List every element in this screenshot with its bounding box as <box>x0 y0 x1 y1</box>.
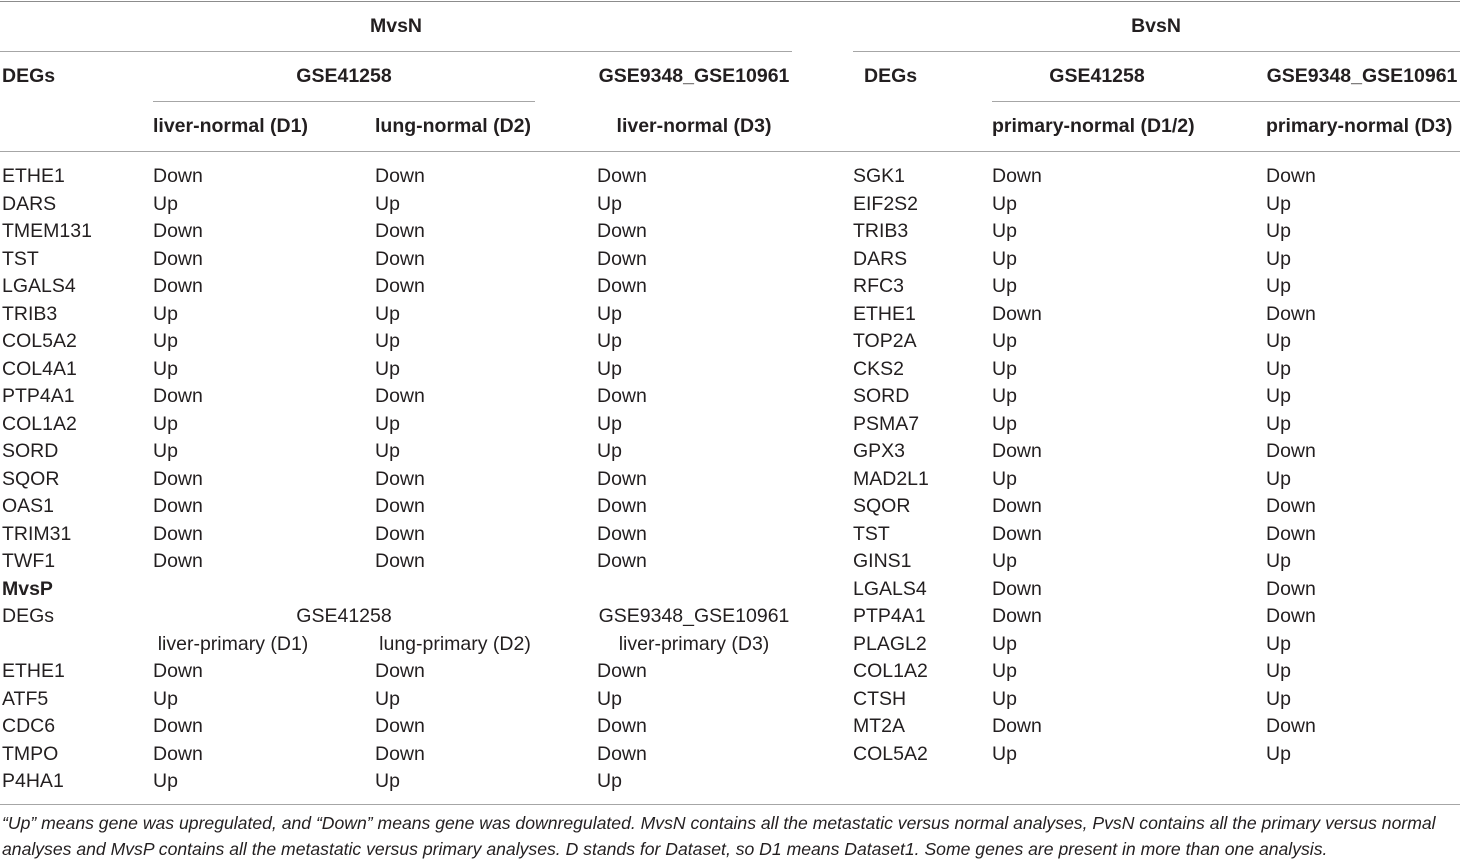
table-cell: Up <box>375 439 400 463</box>
table-cell: PTP4A1 <box>2 384 75 408</box>
table-cell: Up <box>992 384 1017 408</box>
table-cell: Up <box>597 192 622 216</box>
table-cell: Up <box>375 329 400 353</box>
table-cell: Down <box>1266 439 1316 463</box>
table-cell: Up <box>1266 467 1291 491</box>
table-cell: Up <box>153 412 178 436</box>
table-cell: Up <box>1266 632 1291 656</box>
mvsn-gse9348-header: GSE9348_GSE10961 <box>599 64 790 88</box>
bvsn-gse41258-header: GSE41258 <box>1049 64 1144 88</box>
table-cell: Up <box>1266 412 1291 436</box>
mvsp-subheader-d1: liver-primary (D1) <box>158 632 309 656</box>
table-cell: Down <box>375 164 425 188</box>
table-cell: Down <box>992 577 1042 601</box>
table-cell: Up <box>1266 219 1291 243</box>
table-cell: Down <box>375 247 425 271</box>
mvsn-group-rule <box>0 51 792 52</box>
table-cell: Up <box>992 329 1017 353</box>
table-cell: SORD <box>853 384 909 408</box>
table-cell: Up <box>992 274 1017 298</box>
table-cell: Up <box>1266 329 1291 353</box>
mvsp-gse41258-header: GSE41258 <box>296 604 391 628</box>
table-cell: Down <box>597 384 647 408</box>
table-cell: LGALS4 <box>853 577 927 601</box>
table-cell: Up <box>153 687 178 711</box>
table-cell: Up <box>992 192 1017 216</box>
header-bottom-rule <box>0 151 1460 152</box>
table-cell: Up <box>153 302 178 326</box>
table-cell: Up <box>597 302 622 326</box>
table-cell: Up <box>1266 192 1291 216</box>
table-cell: PLAGL2 <box>853 632 927 656</box>
table-cell: Down <box>153 549 203 573</box>
table-cell: Down <box>375 714 425 738</box>
table-cell: Down <box>375 659 425 683</box>
table-cell: Down <box>375 494 425 518</box>
table-cell: Up <box>375 769 400 793</box>
table-cell: Down <box>375 384 425 408</box>
table-cell: Up <box>992 687 1017 711</box>
table-cell: Up <box>1266 247 1291 271</box>
mvsp-degs-header: DEGs <box>2 604 54 628</box>
table-cell: TMEM131 <box>2 219 92 243</box>
table-cell: Down <box>992 604 1042 628</box>
table-cell: Up <box>375 412 400 436</box>
table-cell: Down <box>597 247 647 271</box>
table-cell: Down <box>992 714 1042 738</box>
table-cell: Up <box>597 329 622 353</box>
table-cell: Down <box>597 742 647 766</box>
table-cell: OAS1 <box>2 494 54 518</box>
table-cell: ETHE1 <box>2 659 65 683</box>
table-cell: Up <box>992 357 1017 381</box>
table-cell: Down <box>153 494 203 518</box>
table-cell: Down <box>153 714 203 738</box>
table-cell: Down <box>597 274 647 298</box>
mvsp-subheader-d2: lung-primary (D2) <box>379 632 531 656</box>
table-cell: Down <box>992 164 1042 188</box>
table-cell: Up <box>1266 384 1291 408</box>
mvsn-title: MvsN <box>370 14 422 38</box>
table-cell: Up <box>1266 357 1291 381</box>
table-cell: Down <box>1266 577 1316 601</box>
table-cell: EIF2S2 <box>853 192 918 216</box>
table-cell: Down <box>153 384 203 408</box>
table-cell: ETHE1 <box>2 164 65 188</box>
table-cell: Up <box>1266 659 1291 683</box>
table-cell: Down <box>597 714 647 738</box>
bvsn-subheader-d12: primary-normal (D1/2) <box>992 114 1195 138</box>
table-cell: Down <box>597 164 647 188</box>
table-cell: SORD <box>2 439 58 463</box>
bvsn-degs-header: DEGs <box>864 64 917 88</box>
table-cell: Up <box>1266 742 1291 766</box>
table-cell: Down <box>597 494 647 518</box>
table-cell: TOP2A <box>853 329 917 353</box>
table-cell: Up <box>597 769 622 793</box>
table-cell: Down <box>375 467 425 491</box>
table-cell: TRIB3 <box>2 302 57 326</box>
table-cell: RFC3 <box>853 274 904 298</box>
table-cell: Up <box>992 659 1017 683</box>
table-cell: PTP4A1 <box>853 604 926 628</box>
table-cell: Down <box>597 522 647 546</box>
table-cell: Up <box>597 687 622 711</box>
table-cell: Up <box>597 357 622 381</box>
table-cell: Up <box>153 357 178 381</box>
table-cell: Up <box>153 192 178 216</box>
table-cell: SGK1 <box>853 164 905 188</box>
table-cell: Down <box>992 522 1042 546</box>
table-cell: P4HA1 <box>2 769 64 793</box>
table-cell: TRIB3 <box>853 219 908 243</box>
table-cell: Down <box>1266 604 1316 628</box>
table-cell: CKS2 <box>853 357 904 381</box>
table-cell: Up <box>992 219 1017 243</box>
mvsn-degs-header: DEGs <box>2 64 55 88</box>
table-cell: Down <box>375 742 425 766</box>
table-cell: Down <box>1266 164 1316 188</box>
table-cell: Down <box>153 742 203 766</box>
table-cell: Down <box>597 659 647 683</box>
bvsn-gse41258-rule <box>992 101 1460 102</box>
bvsn-group-rule <box>853 51 1460 52</box>
table-cell: Up <box>375 687 400 711</box>
table-cell: Up <box>375 302 400 326</box>
table-cell: ATF5 <box>2 687 48 711</box>
table-cell: COL4A1 <box>2 357 77 381</box>
table-cell: TST <box>2 247 39 271</box>
table-cell: Down <box>153 247 203 271</box>
table-cell: Down <box>992 302 1042 326</box>
mvsn-subheader-d2: lung-normal (D2) <box>375 114 531 138</box>
table-cell: Up <box>992 412 1017 436</box>
table-cell: Up <box>992 632 1017 656</box>
table-cell: MT2A <box>853 714 905 738</box>
table-cell: Up <box>597 439 622 463</box>
table-cell: Up <box>1266 274 1291 298</box>
table-cell: Down <box>1266 302 1316 326</box>
table-cell: Up <box>992 549 1017 573</box>
table-cell: Down <box>597 467 647 491</box>
table-cell: DARS <box>853 247 907 271</box>
table-cell: Up <box>153 329 178 353</box>
bvsn-gse9348-header: GSE9348_GSE10961 <box>1267 64 1458 88</box>
table-cell: Down <box>153 274 203 298</box>
table-cell: Down <box>153 467 203 491</box>
table-cell: Up <box>153 439 178 463</box>
table-cell: DARS <box>2 192 56 216</box>
table-cell: COL1A2 <box>2 412 77 436</box>
table-cell: Down <box>375 274 425 298</box>
table-cell: COL5A2 <box>853 742 928 766</box>
table-cell: Down <box>1266 714 1316 738</box>
bvsn-title: BvsN <box>1131 14 1181 38</box>
mvsn-gse41258-rule <box>153 101 535 102</box>
table-cell: COL1A2 <box>853 659 928 683</box>
table-cell: TST <box>853 522 890 546</box>
mvsp-title: MvsP <box>2 577 53 601</box>
table-cell: Up <box>1266 687 1291 711</box>
mvsp-subheader-d3: liver-primary (D3) <box>619 632 770 656</box>
table-cell: Down <box>375 219 425 243</box>
table-cell: Down <box>375 522 425 546</box>
table-cell: Down <box>153 659 203 683</box>
table-cell: SQOR <box>853 494 910 518</box>
mvsp-gse9348-header: GSE9348_GSE10961 <box>599 604 790 628</box>
table-cell: Up <box>597 412 622 436</box>
table-cell: LGALS4 <box>2 274 76 298</box>
table-cell: CDC6 <box>2 714 55 738</box>
table-cell: Down <box>153 219 203 243</box>
footnote-line-1: “Up” means gene was upregulated, and “Down” means gene was downregulated. MvsN contains all the metastatic versus normal analyses, PvsN contains all the primary versus normal <box>2 811 1458 837</box>
table-cell: ETHE1 <box>853 302 916 326</box>
table-cell: CTSH <box>853 687 906 711</box>
table-cell: Up <box>992 742 1017 766</box>
table-footnote <box>2 811 1458 862</box>
table-cell: TMPO <box>2 742 58 766</box>
table-cell: PSMA7 <box>853 412 919 436</box>
table-cell: Down <box>375 549 425 573</box>
table-cell: Down <box>597 549 647 573</box>
table-cell: Down <box>1266 522 1316 546</box>
table-cell: COL5A2 <box>2 329 77 353</box>
table-cell: Up <box>1266 549 1291 573</box>
table-cell: Down <box>992 494 1042 518</box>
table-cell: TRIM31 <box>2 522 71 546</box>
table-cell: Up <box>375 357 400 381</box>
footnote-line-2: analyses and MvsP contains all the metastatic versus primary analyses. D stands for Dataset, so D1 means Dataset1. Some genes are present in more than one analysis. <box>2 837 1458 862</box>
table-cell: Down <box>992 439 1042 463</box>
table-cell: MAD2L1 <box>853 467 929 491</box>
footnote-rule <box>0 804 1460 805</box>
table-cell: Up <box>992 247 1017 271</box>
table-cell: Down <box>597 219 647 243</box>
bvsn-subheader-d3: primary-normal (D3) <box>1266 114 1452 138</box>
table-cell: Down <box>153 522 203 546</box>
mvsn-gse41258-header: GSE41258 <box>296 64 391 88</box>
table-cell: TWF1 <box>2 549 55 573</box>
table-cell: Down <box>1266 494 1316 518</box>
top-rule <box>0 1 1460 2</box>
table-cell: SQOR <box>2 467 59 491</box>
table-cell: GPX3 <box>853 439 905 463</box>
mvsn-subheader-d1: liver-normal (D1) <box>153 114 308 138</box>
table-cell: Up <box>153 769 178 793</box>
table-cell: Down <box>153 164 203 188</box>
table-cell: GINS1 <box>853 549 912 573</box>
table-cell: Up <box>992 467 1017 491</box>
mvsn-subheader-d3: liver-normal (D3) <box>617 114 772 138</box>
table-cell: Up <box>375 192 400 216</box>
